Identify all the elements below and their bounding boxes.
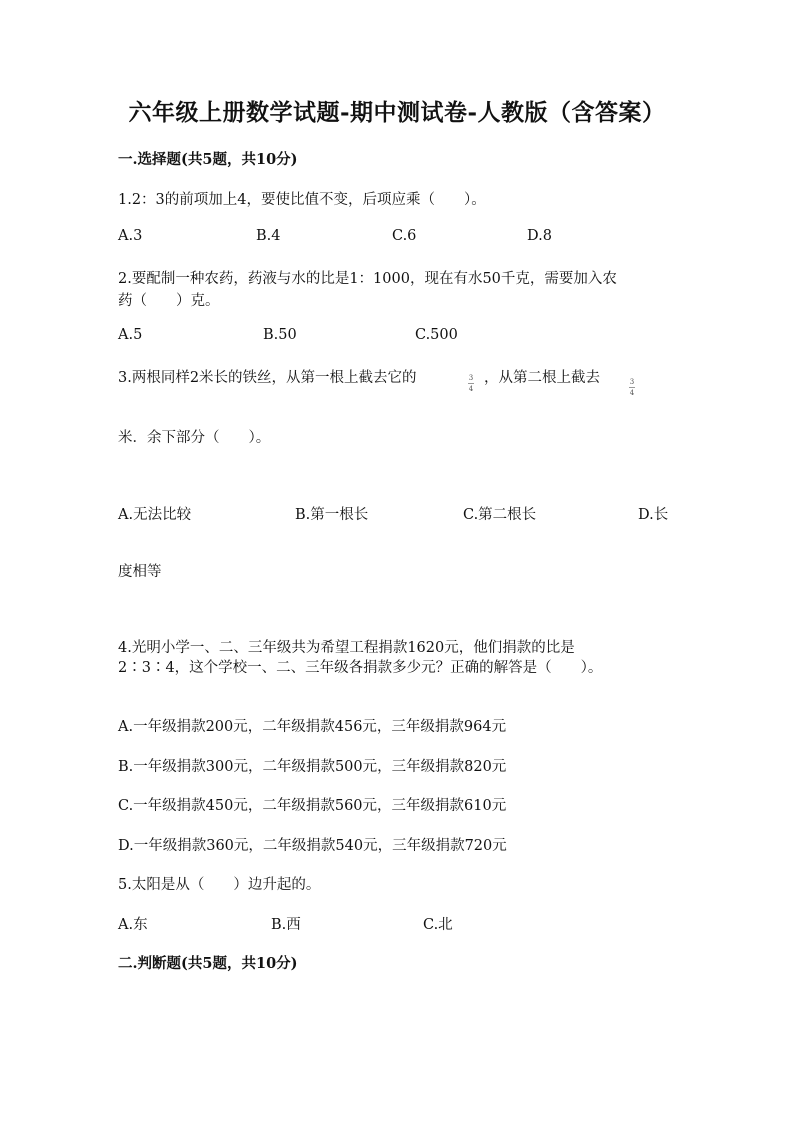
question-4-option-c: C.一年级捐款450元，二年级捐款560元，三年级捐款610元 [118, 798, 507, 814]
question-4-option-a: A.一年级捐款200元，二年级捐款456元，三年级捐款964元 [118, 719, 507, 735]
question-3-option-c: C.第二根长 [463, 507, 537, 523]
question-1-option-d: D.8 [527, 228, 552, 244]
question-4-line-1: 4.光明小学一、二、三年级共为希望工程捐款1620元，他们捐款的比是 [118, 640, 575, 656]
question-4-option-d: D.一年级捐款360元，二年级捐款540元，三年级捐款720元 [118, 838, 507, 854]
question-2-option-a: A.5 [118, 327, 143, 343]
question-5-option-a: A.东 [118, 917, 148, 933]
fraction-2-denominator: 4 [629, 389, 635, 397]
page-title: 六年级上册数学试题-期中测试卷-人教版（含答案） [128, 99, 666, 126]
question-3-option-d: D.长 [638, 507, 669, 523]
question-3-text-part-2: ，从第二根上截去 [484, 370, 600, 386]
question-3-option-a: A.无法比较 [118, 507, 192, 523]
question-5-text: 5.太阳是从（ ）边升起的。 [118, 877, 321, 893]
question-3-text-part-1: 3.两根同样2米长的铁丝，从第一根上截去它的 [118, 370, 417, 386]
fraction-1-bar [468, 383, 474, 384]
fraction-2-bar [629, 387, 635, 388]
fraction-three-quarters-1 [467, 374, 475, 393]
question-2-line-1: 2.要配制一种农药，药液与水的比是1：1000，现在有水50千克，需要加入农 [118, 271, 617, 287]
fraction-1-denominator: 4 [468, 385, 474, 393]
question-4-option-b: B.一年级捐款300元，二年级捐款500元，三年级捐款820元 [118, 759, 507, 775]
section-heading-choice: 一.选择题(共5题，共10分) [118, 151, 298, 168]
question-4-line-2: 2∶3∶4，这个学校一、二、三年级各捐款多少元？正确的解答是（ ）。 [118, 660, 603, 676]
question-2-line-2: 药（ ）克。 [118, 293, 220, 309]
question-2-option-b: B.50 [263, 327, 297, 343]
fraction-2-numerator: 3 [629, 378, 635, 386]
question-1-option-b: B.4 [256, 228, 281, 244]
section-heading-true-false: 二.判断题(共5题，共10分) [118, 955, 298, 972]
question-5-option-c: C.北 [423, 917, 453, 933]
fraction-three-quarters-2 [628, 378, 636, 397]
question-3-option-d-wrap: 度相等 [118, 564, 162, 580]
fraction-1-numerator: 3 [468, 374, 474, 382]
question-1-text: 1.2：3的前项加上4，要使比值不变，后项应乘（ ）。 [118, 192, 486, 208]
question-3-line-2: 米．余下部分（ ）。 [118, 430, 271, 446]
question-1-option-a: A.3 [118, 228, 143, 244]
question-2-option-c: C.500 [415, 327, 458, 343]
question-5-option-b: B.西 [271, 917, 301, 933]
question-3-option-b: B.第一根长 [295, 507, 369, 523]
question-1-option-c: C.6 [392, 228, 417, 244]
